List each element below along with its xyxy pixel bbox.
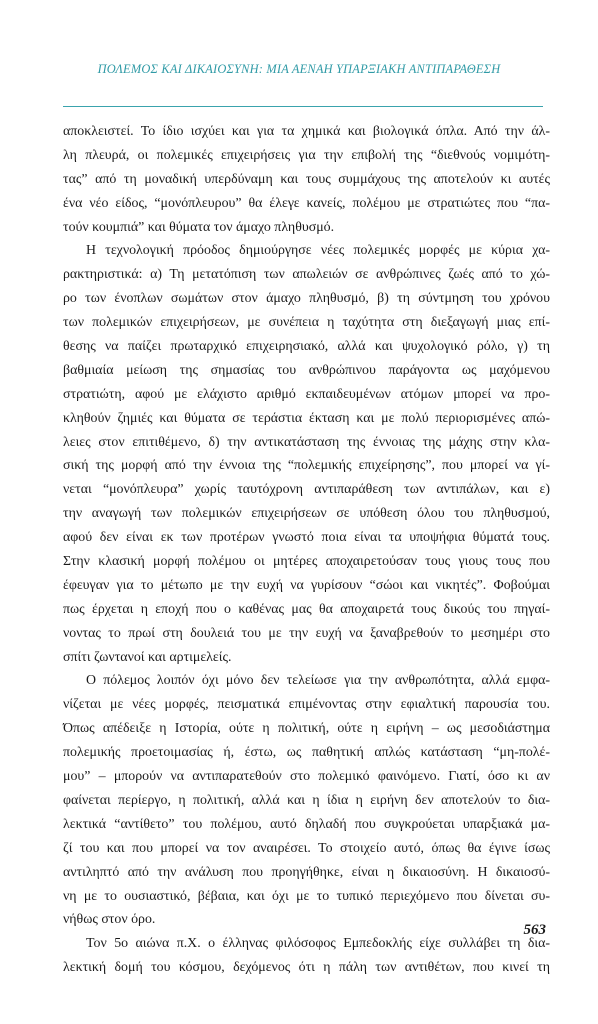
text-line: θεσης να παίζει πρωταρχικό επιχειρησιακό, αλλά και ψυχολογικό ρόλο, γ) τη [63,339,550,355]
text-line: νεται “μονόπλευρα” χωρίς ταυτόχρονη αντιπαράθεση των αντιπάλων, και ε) [63,482,550,498]
page-number: 563 [523,922,546,938]
text-line: πολεμικής προετοιμασίας ή, έστω, ως παθητική απλώς κατάσταση “μη-πολέ- [63,745,550,761]
header-rule [63,106,543,107]
text-line: λη πλευρά, οι πολεμικές επιχειρήσεις για την επιβολή της “διεθνούς νομιμότη- [63,147,550,163]
text-line: φαίνεται περίεργο, η πολιτική, αλλά και η ίδια η ειρήνη δεν αποτελούν το δια- [63,792,550,808]
text-line: νήθως στον όρο. [63,912,156,928]
text-line: βαθμιαία μείωση της σημασίας του ανθρώπινου παράγοντα ως μαχόμενου [63,362,550,378]
text-line: κληθούν ζημιές και θύματα σε τεράστια έκταση και με πολύ περιορισμένες απώ- [63,410,550,426]
text-line: έφευγαν για το μέτωπο με την ευχή να γυρίσουν “σώοι και νικητές”. Φοβούμαι [63,577,550,593]
text-line: την αναγωγή των πολεμικών επιχειρήσεων σε υπόθεση όλου του πληθυσμού, [63,506,550,522]
text-line: στρατιώτη, αφού με ελάχιστο αριθμό εκπαιδευμένων ατόμων μπορεί να προ- [63,386,550,402]
text-line: ρο των ένοπλων σωμάτων στον άμαχο πληθυσμό, β) τη σύντμηση του χρόνου [63,291,550,307]
text-line: ρακτηριστικά: α) Τη μετατόπιση των απωλειών σε ανθρώπινες ζωές από το χώ- [63,267,550,283]
text-line: Τον 5ο αιώνα π.Χ. ο έλληνας φιλόσοφος Εμπεδοκλής είχε συλλάβει τη δια- [86,936,550,952]
text-line: τούν κουμπιά” και θύματα τον άμαχο πληθυσμό. [63,219,335,235]
body-text [63,120,550,980]
text-line: τας” από τη μοναδική υπερδύναμη και τους συμμάχους της αποτελούν κι αυτές [63,171,550,187]
text-line: αποκλειστεί. Το ίδιο ισχύει και για τα χημικά και βιολογικά όπλα. Από την άλ- [63,124,550,139]
text-line: νη με το ουσιαστικό, βέβαια, και όχι με το τυπικό περιεχόμενο που δίνεται συ- [63,888,550,904]
text-line: νοντας το πρωί στη δουλειά του με την ευχή να ξαναβρεθούν το μεσημέρι στο [63,625,550,641]
text-line: σπίτι ζωντανοί και αρτιμελείς. [63,649,232,665]
text-line: πως έρχεται η εποχή που ο καθένας μας θα αποχαιρετά τους δικούς του πηγαί- [63,601,550,617]
running-title: ΠΟΛΕΜΟΣ ΚΑΙ ΔΙΚΑΙΟΣΥΝΗ: ΜΙΑ ΑΕΝΑΗ ΥΠΑΡΞΙΑΚΗ ΑΝΤΙΠΑΡΑΘΕΣΗ [97,62,501,76]
text-line: αντιληπτό από την ανάλυση που προηγήθηκε, είναι η δικαιοσύνη. Η δικαιοσύ- [63,864,550,880]
text-line: σική της μορφή από την έννοια της “πολεμικής επιχείρησης”, που μπορεί να γί- [63,458,550,474]
text-line: λειες στον επιτιθέμενο, δ) την αντικατάσταση της έννοιας της μάχης στην κλα- [63,434,550,450]
text-line: των πολεμικών επιχειρήσεων, με συνέπεια η ταχύτητα στη διεξαγωγή μιας επί- [63,315,550,331]
text-line: ζί του και που μπορεί να τον αναιρέσει. Το στοιχείο αυτό, όπως θα έγινε ίσως [63,840,550,856]
text-line: λεκτική δομή του κόσμου, δεχόμενος ότι η πάλη των αντιθέτων, που κινεί τη [63,960,550,976]
text-line: ένα νέο είδος, “μονόπλευρου” θα έλεγε κανείς, πολέμου με στρατιώτες που “πα- [63,195,550,211]
text-line: Ο πόλεμος λοιπόν όχι μόνο δεν τελείωσε για την ανθρωπότητα, αλλά εμφα- [86,673,550,689]
text-line: νίζεται με νέες μορφές, πεισματικά επιμένοντας στην εφιαλτική παρουσία του. [63,697,550,713]
text-line: Η τεχνολογική πρόοδος δημιούργησε νέες πολεμικές μορφές με κύρια χα- [86,243,550,259]
text-line: Όπως απέδειξε η Ιστορία, ούτε η πολιτική, ούτε η ειρήνη – ως μεσοδιάστημα [63,721,550,737]
text-line: Στην κλασική μορφή πολέμου οι μητέρες αποχαιρετούσαν τους γιους τους που [63,554,550,570]
text-line: αφού δεν είναι εκ των προτέρων γνωστό ποια είναι τα υποψήφια θύματά τους. [63,530,550,546]
text-line: μου” – μπορούν να αντιπαρατεθούν στο πολεμικό φαινόμενο. Γιατί, όσο κι αν [63,769,550,785]
text-line: λεκτικά “αντίθετο” του πολέμου, αυτό δηλαδή που συγκρούεται υπαρξιακά μα- [63,816,550,832]
